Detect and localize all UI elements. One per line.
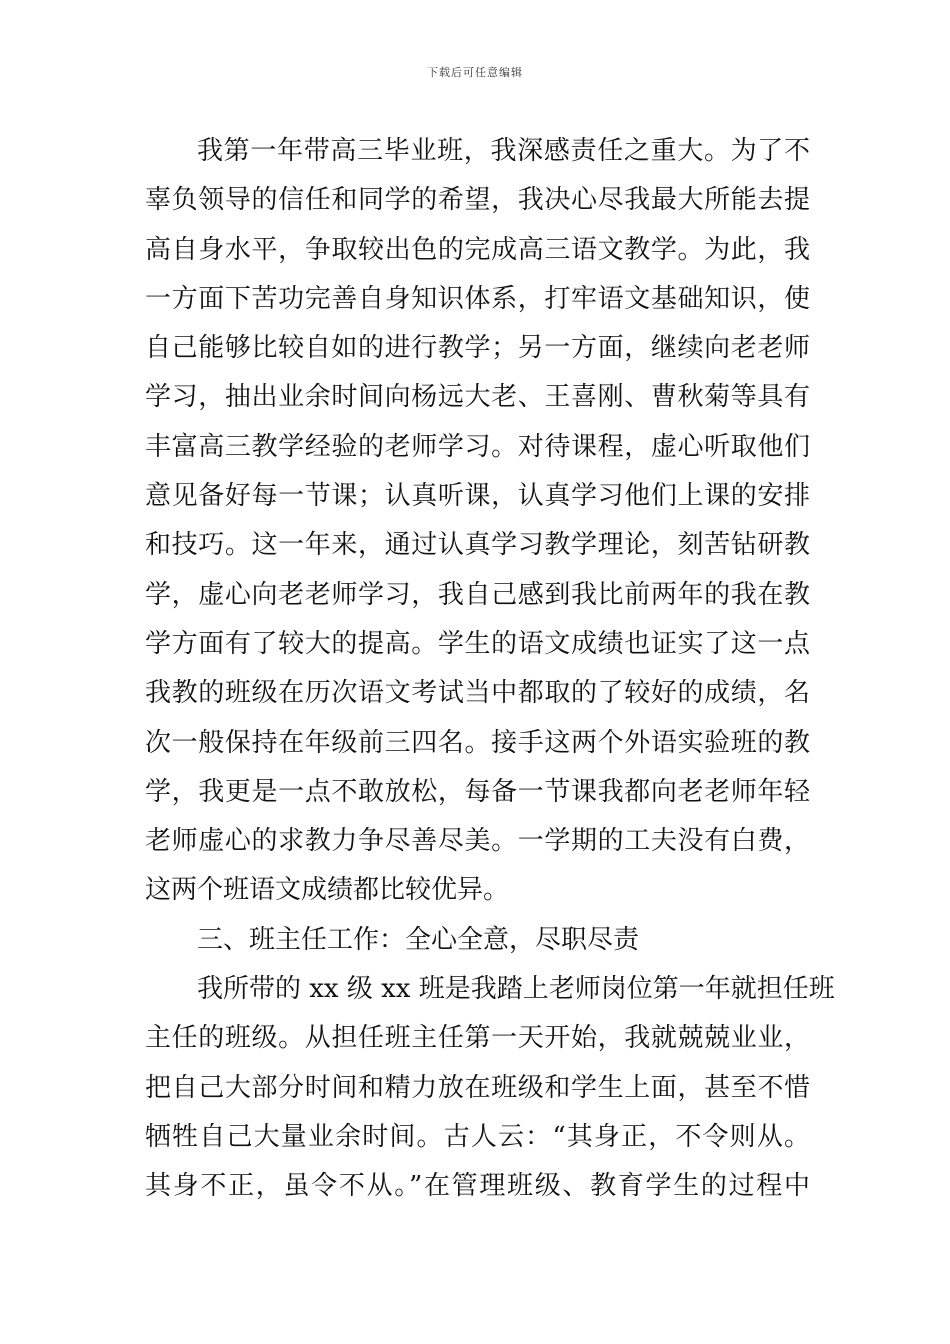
paragraph-line: 意见备好每一节课；认真听课，认真学习他们上课的安排 [145,481,810,512]
paragraph-line: 次一般保持在年级前三四名。接手这两个外语实验班的教 [145,727,810,758]
paragraph-line: 其身不正，虽令不从。”在管理班级、教育学生的过程中 [145,1171,810,1202]
section-heading: 三、班主任工作：全心全意，尽职尽责 [197,924,640,955]
document-body [145,127,835,1212]
paragraph-line: 这两个班语文成绩都比较优异。 [145,875,510,906]
paragraph-line: 主任的班级。从担任班主任第一天开始，我就兢兢业业， [145,1023,810,1054]
paragraph-line: 学，我更是一点不敢放松，每备一节课我都向老老师年轻 [145,776,810,807]
paragraph-line: 丰富高三教学经验的老师学习。对待课程，虚心听取他们 [145,431,810,462]
paragraph-line: 辜负领导的信任和同学的希望，我决心尽我最大所能去提 [145,185,810,216]
paragraph-line: 高自身水平，争取较出色的完成高三语文教学。为此，我 [145,234,810,265]
paragraph-line: 老师虚心的求教力争尽善尽美。一学期的工夫没有白费， [145,826,810,857]
paragraph-line: 一方面下苦功完善自身知识体系，打牢语文基础知识，使 [145,283,810,314]
paragraph-line: 我教的班级在历次语文考试当中都取的了较好的成绩，名 [145,678,810,709]
paragraph-line: 和技巧。这一年来，通过认真学习教学理论，刻苦钻研教 [145,530,810,561]
paragraph-line: 自己能够比较自如的进行教学；另一方面，继续向老老师 [145,333,810,364]
paragraph-line: 学，虚心向老老师学习，我自己感到我比前两年的我在教 [145,579,810,610]
page-header: 下载后可任意编辑 [427,66,523,79]
paragraph-line: 我所带的 xx 级 xx 班是我踏上老师岗位第一年就担任班 [197,974,835,1005]
paragraph-line: 牺牲自己大量业余时间。古人云：“其身正，不令则从。 [145,1121,810,1152]
paragraph-line: 学方面有了较大的提高。学生的语文成绩也证实了这一点 [145,628,810,659]
paragraph-line: 学习，抽出业余时间向杨远大老、王喜刚、曹秋菊等具有 [145,382,810,413]
paragraph-line: 把自己大部分时间和精力放在班级和学生上面，甚至不惜 [145,1072,810,1103]
paragraph-line: 我第一年带高三毕业班，我深感责任之重大。为了不 [197,136,810,166]
